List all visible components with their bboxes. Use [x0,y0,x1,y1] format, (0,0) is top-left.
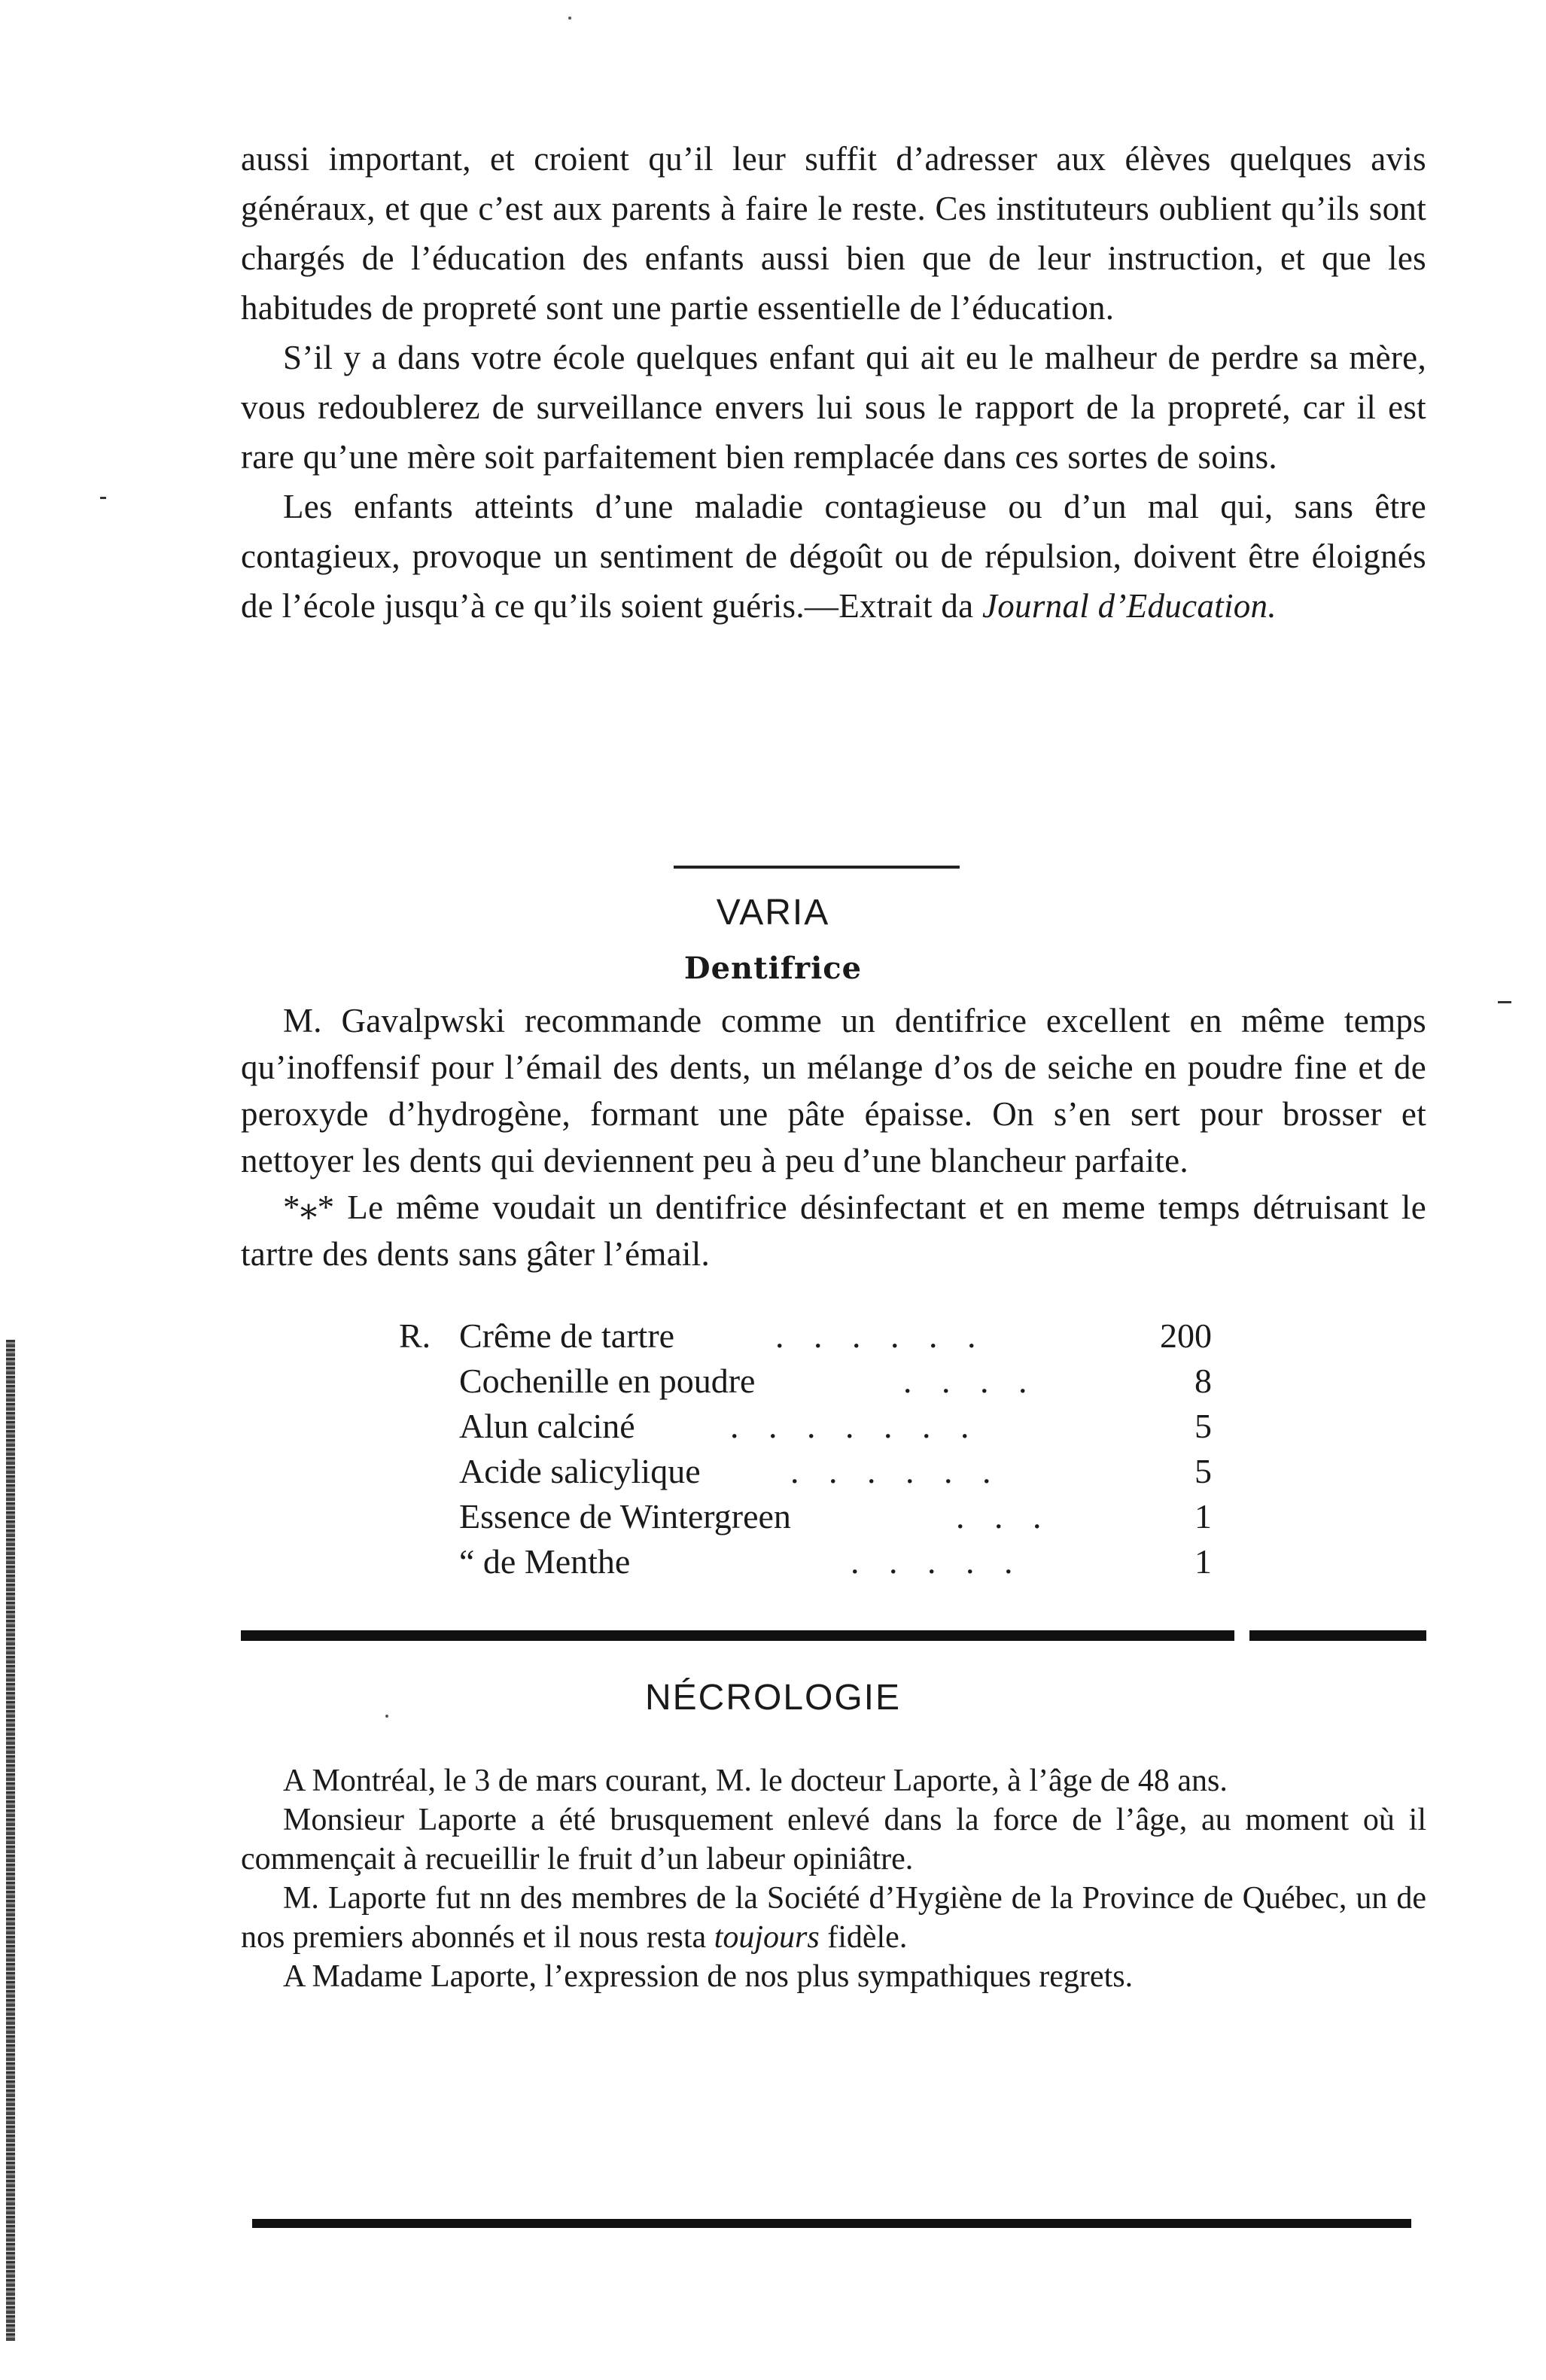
recipe-row [399,1449,1212,1494]
recipe-ingredient: Acide salicylique [459,1452,701,1490]
necrologie-paragraph-4: A Madame Laporte, l’expression de nos plus sympathiques regrets. [283,1959,1134,1994]
recipe-leader-dots: . . . . . . [790,1452,1002,1490]
margin-mark [100,497,106,499]
margin-mark [1498,1001,1511,1003]
recipe-leader-dots: . . . [956,1497,1052,1535]
necrologie-paragraph-3-text: M. Laporte fut nn des membres de la Société d’Hygiène de la Province de Québec, un de nos premiers abonnés et il nous resta [241,1881,1426,1955]
article-body [241,134,1426,631]
recipe-row [399,1404,1212,1449]
recipe-leader-dots: . . . . . . . [730,1407,980,1445]
stray-mark [568,17,571,20]
recipe-quantity: 1 [1194,1542,1212,1581]
recipe-ingredient: Cochenille en poudre [459,1362,756,1400]
journal-title: Journal d’Education. [981,587,1277,625]
thick-rule-top-right [1249,1630,1426,1641]
thick-rule-top-left [241,1630,1234,1641]
varia-paragraph-2-text: Le même voudait un dentifrice désinfectant et en meme temps détruisant le tartre des dents sans gâter l’émail. [241,1188,1426,1273]
recipe-row [399,1359,1212,1404]
paragraph-2: S’il y a dans votre école quelques enfant qui ait eu le malheur de perdre sa mère, vous redoublerez de surveillance envers lui sous le rapport de la propreté, car il est rare qu’une mère soit parfaitement bien remplacée dans ces sortes de soins. [241,339,1426,476]
necrologie-paragraph-2: Monsieur Laporte a été brusquement enlevé dans la force de l’âge, au moment où il commençait à recueillir le fruit d’un labeur opiniâtre. [241,1803,1426,1876]
necrologie-paragraph-3 [241,1879,1426,1957]
recipe-row [399,1313,1212,1359]
recipe-quantity: 5 [1194,1407,1212,1445]
dentifrice-subheading: Dentifrice [683,951,863,986]
recipe-leader-dots: . . . . . . [775,1316,987,1355]
scan-binding-edge [6,1340,15,2341]
recipe-row [399,1494,1212,1539]
varia-heading: VARIA [716,893,830,933]
recipe-leader-dots: . . . . [903,1362,1038,1400]
paragraph-3 [241,482,1426,631]
paragraph-3-text: Les enfants atteints d’une maladie contagieuse ou d’un mal qui, sans être contagieux, provoque un sentiment de dégoût ou de répulsion, doivent être éloignés de l’école jusqu’à ce qu’ils soient guéris.—Extrait da [241,488,1426,625]
section-divider [674,866,960,869]
recipe-prefix: R. [399,1316,431,1355]
recipe-list [399,1313,1212,1584]
necrologie-heading: NÉCROLOGIE [644,1678,902,1718]
recipe-quantity: 1 [1194,1497,1212,1535]
necrologie-paragraph-3-end: fidèle. [819,1920,908,1955]
recipe-row [399,1539,1212,1584]
stray-mark [385,1715,388,1718]
recipe-quantity: 5 [1194,1452,1212,1490]
necrologie-italic-word: toujours [714,1920,820,1955]
necrologie-body [241,1761,1426,1996]
recipe-ingredient: Crême de tartre [459,1316,675,1355]
recipe-quantity: 200 [1160,1316,1212,1355]
thick-rule-bottom [252,2219,1411,2228]
necrologie-paragraph-1: A Montréal, le 3 de mars courant, M. le docteur Laporte, à l’âge de 48 ans. [283,1764,1228,1798]
varia-body [241,997,1426,1277]
recipe-ingredient: Essence de Wintergreen [459,1497,791,1535]
recipe-ingredient: “ de Menthe [459,1542,631,1581]
recipe-ingredient: Alun calciné [459,1407,635,1445]
recipe-leader-dots: . . . . . [851,1542,1024,1581]
paragraph-1: aussi important, et croient qu’il leur suffit d’adresser aux élèves quelques avis généraux, et que c’est aux parents à faire le reste. Ces instituteurs oublient qu’ils sont chargés de l’éducation des enfants aussi bien que de leur instruction, et que les habitudes de propreté sont une partie essentielle de l’éducation. [241,140,1426,327]
varia-paragraph-1: M. Gavalpwski recommande comme un dentifrice excellent en même temps qu’inoffensif pour l’émail des dents, un mélange d’os de seiche en poudre fine et de peroxyde d’hydrogène, formant une pâte épaisse. On s’en sert pour brosser et nettoyer les dents qui deviennent peu à peu d’une blancheur parfaite. [241,1002,1426,1179]
varia-paragraph-2 [241,1184,1426,1277]
asterism: *⁎* [283,1188,335,1226]
recipe-quantity: 8 [1194,1362,1212,1400]
